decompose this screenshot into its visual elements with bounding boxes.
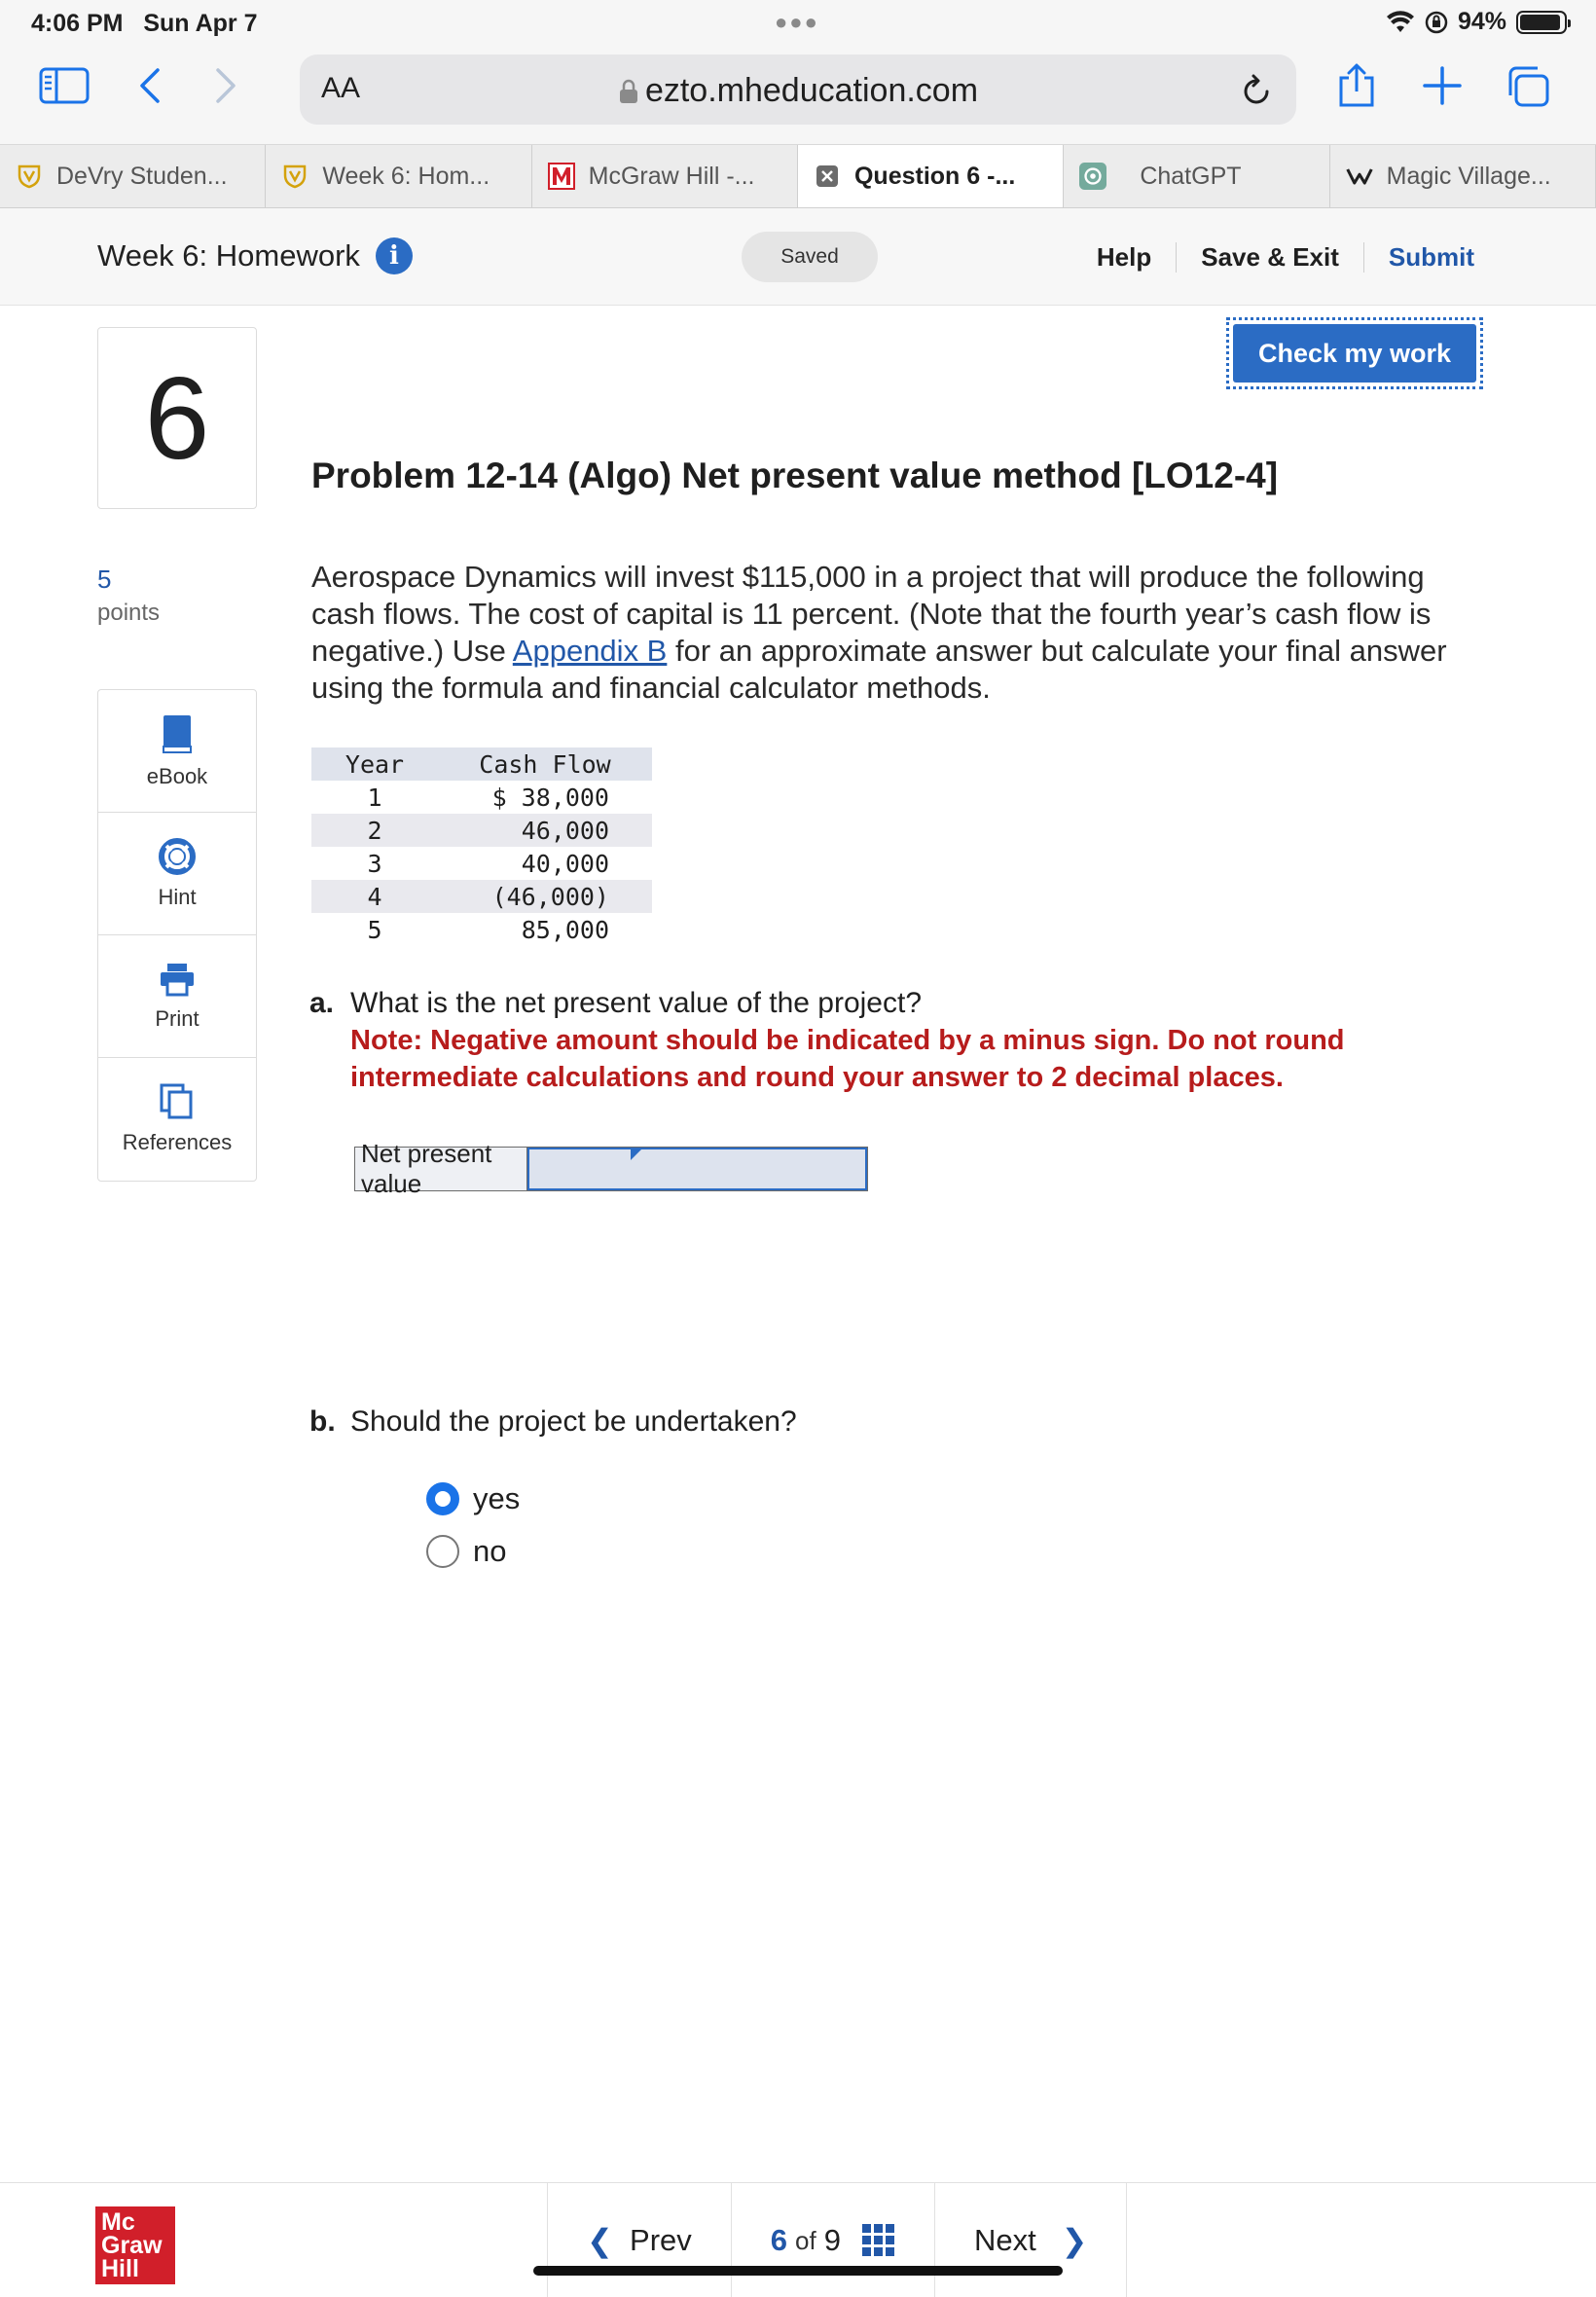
question-pager [547,2183,1127,2297]
multitask-dots-icon[interactable]: ●●● [775,10,819,34]
year-column-header: Year [345,749,405,779]
part-b-question: b. Should the project be undertaken? [309,1405,797,1438]
year-cell: 1 [367,783,382,812]
cash-flow-cell: 85,000 [521,915,609,944]
chevron-left-icon: ❮ [587,2223,613,2258]
cash-flow-cell: 40,000 [521,849,609,878]
appendix-b-link[interactable]: Appendix B [512,634,668,668]
close-tab-icon[interactable] [814,163,841,190]
problem-text: Aerospace Dynamics will invest $115,000 in a project that will produce the following cash flows. The cost of capital is 11 percent. (Note that the fourth year’s cash flow is negative.) Use Appendix B for an approximate answer but calculate your final answer using the formula and financial calculator methods. [311,560,1447,705]
header-actions [1072,232,1499,282]
tab-overview-icon[interactable] [1505,64,1551,109]
browser-tab-strip [0,144,1596,208]
address-bar[interactable] [300,55,1296,125]
part-a-note: Note: Negative amount should be indicated by a minus sign. Do not round intermediate calculations and round your answer to 2 decimal places. [350,1025,1345,1093]
print-button[interactable]: Print [98,935,256,1058]
sidebar-icon[interactable] [39,66,90,105]
year-cell: 4 [367,882,382,911]
lock-icon [618,79,639,104]
browser-toolbar [0,47,1596,144]
tab-week6[interactable]: Week 6: Hom... [266,145,531,207]
submit-link[interactable]: Submit [1363,242,1499,273]
prev-button[interactable]: ❮ Prev [547,2183,731,2297]
share-icon[interactable] [1335,62,1378,109]
assignment-title: Week 6: Homework i [97,237,413,274]
cash-flow-cell: $ 38,000 [491,783,609,812]
magic-village-icon [1346,163,1373,190]
page-counter[interactable]: 6 of 9 [731,2183,934,2297]
question-tools [97,689,257,1182]
back-icon[interactable] [136,66,165,105]
input-flag-icon [631,1148,642,1160]
check-my-work-button[interactable]: Check my work [1233,324,1476,383]
tab-mcgraw-hill[interactable]: McGraw Hill -... [532,145,798,207]
footer [0,2182,1596,2297]
year-cell: 2 [367,816,382,845]
cash-flow-cell: 46,000 [521,816,609,845]
mcgraw-hill-logo: Mc Graw Hill [95,2206,175,2284]
points-label: points [97,600,161,626]
chevron-right-icon: ❯ [1061,2223,1088,2258]
battery-percent: 94% [1457,8,1506,35]
table-row [311,781,652,814]
status-time: 4:06 PM Sun Apr 7 [31,10,258,37]
points-value: 5 [97,565,112,594]
cash-flow-cell: (46,000) [491,882,609,911]
save-exit-link[interactable]: Save & Exit [1176,242,1363,273]
wifi-icon [1386,11,1415,34]
part-a-question: a. What is the net present value of the project? [309,987,923,1019]
radio-label: yes [473,1481,521,1515]
tab-chatgpt[interactable]: ChatGPT [1064,145,1329,207]
npv-field-label: Net present value [355,1148,527,1190]
question-number: 6 [97,327,257,509]
book-icon [160,713,195,754]
npv-input[interactable] [527,1148,867,1190]
references-button[interactable]: References [98,1058,256,1181]
mcgraw-m-icon [548,163,575,190]
check-my-work-focus-ring [1226,317,1483,389]
table-row [311,814,652,847]
tab-magic-village[interactable]: Magic Village... [1330,145,1596,207]
radio-label: no [473,1534,507,1568]
home-indicator [533,2266,1063,2276]
devry-shield-icon [16,163,43,190]
chatgpt-icon [1079,163,1106,190]
table-row [311,880,652,913]
cash-flow-table [311,747,652,946]
battery-icon [1516,11,1567,34]
saved-status-badge: Saved [742,232,878,282]
status-indicators [1386,8,1567,36]
year-cell: 5 [367,915,382,944]
printer-icon [159,962,196,997]
help-link[interactable]: Help [1096,241,1152,272]
table-row [311,913,652,946]
hint-button[interactable]: Hint [98,813,256,935]
new-tab-icon[interactable] [1421,64,1464,107]
npv-answer-row [354,1139,868,1198]
grid-icon [862,2224,895,2257]
radio-button[interactable] [426,1535,459,1568]
tab-question-6[interactable]: Question 6 -... [798,145,1064,207]
ios-status-bar [0,0,1596,47]
tab-devry[interactable]: DeVry Studen... [0,145,266,207]
forward-icon[interactable] [210,66,239,105]
ebook-button[interactable]: eBook [98,690,256,813]
cash-flow-column-header: Cash Flow [479,749,611,779]
next-button[interactable]: Next ❯ [934,2183,1127,2297]
devry-shield-icon [281,163,308,190]
table-row [311,847,652,880]
problem-title: Problem 12-14 (Algo) Net present value method [LO12-4] [311,456,1279,495]
orientation-lock-icon [1425,11,1448,34]
url-display[interactable]: ezto.mheducation.com [300,72,1296,110]
copy-icon [160,1083,195,1120]
info-icon[interactable]: i [376,237,413,274]
lifebuoy-icon [159,838,196,875]
radio-option-yes[interactable] [426,1481,520,1516]
table-header-row [311,747,652,781]
year-cell: 3 [367,849,382,878]
radio-button[interactable] [426,1482,459,1515]
radio-option-no[interactable] [426,1534,506,1569]
reload-icon[interactable] [1240,70,1275,114]
assignment-header [0,208,1596,306]
text-size-button[interactable]: AA [321,72,361,104]
